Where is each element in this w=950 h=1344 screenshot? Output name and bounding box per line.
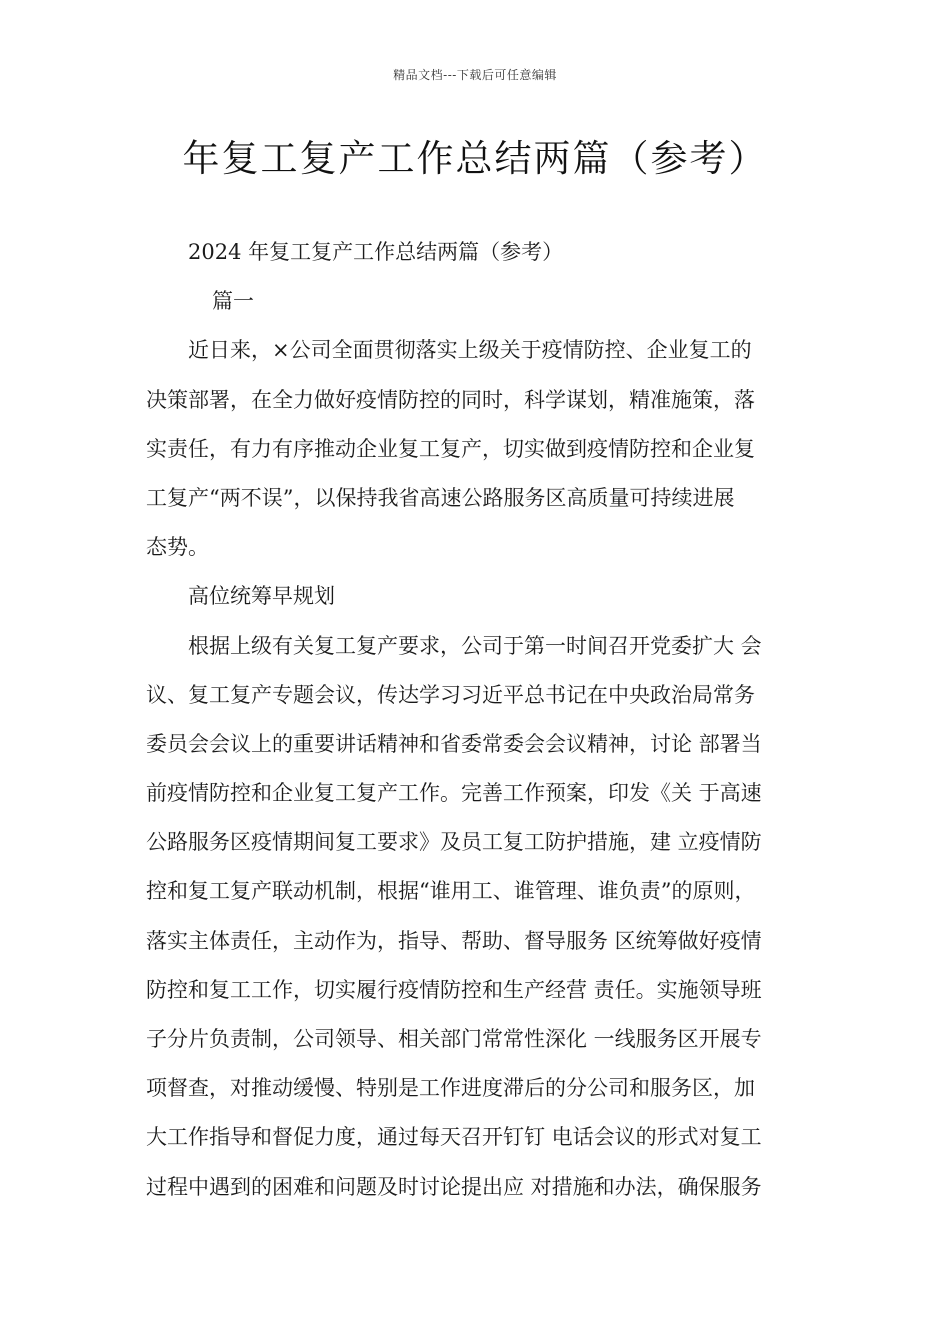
text-line: 落实主体责任，主动作为，指导、帮助、督导服务 区统筹做好疫情 — [146, 928, 762, 953]
text-line: 防控和复工工作，切实履行疫情防控和生产经营 责任。实施领导班 — [146, 977, 762, 1002]
text-line: 工复产“两不误”，以保持我省高速公路服务区高质量可持续进展 — [146, 485, 735, 510]
text-line: 公路服务区疫情期间复工要求》及员工复工防护措施，建 立疫情防 — [146, 830, 762, 855]
text-line: 议、复工复产专题会议，传达学习习近平总书记在中央政治局常务 — [146, 682, 755, 707]
page-header: 精品文档---下载后可任意编辑 — [393, 68, 557, 82]
text-line: 篇一 — [212, 289, 254, 314]
text-line: 实责任，有力有序推动企业复工复产，切实做到疫情防控和企业复 — [146, 436, 755, 461]
text-line: 过程中遇到的困难和问题及时讨论提出应 对措施和办法，确保服务 — [146, 1174, 762, 1199]
text-line: 高位统筹早规划 — [188, 584, 335, 609]
document-title: 年复工复产工作总结两篇（参考） — [182, 137, 768, 180]
text-line: 控和复工复产联动机制，根据“谁用工、谁管理、谁负责”的原则， — [146, 879, 756, 904]
text-line: 前疫情防控和企业复工复产工作。完善工作预案，印发《关 于高速 — [146, 781, 762, 806]
text-line: 决策部署，在全力做好疫情防控的同时，科学谋划，精准施策，落 — [146, 387, 755, 412]
text-line: 委员会会议上的重要讲话精神和省委常委会会议精神，讨论 部署当 — [146, 731, 762, 756]
text-line: 大工作指导和督促力度，通过每天召开钉钉 电话会议的形式对复工 — [146, 1125, 762, 1150]
text-line: 根据上级有关复工复产要求，公司于第一时间召开党委扩大 会 — [188, 633, 762, 658]
text-line: 近日来，×公司全面贯彻落实上级关于疫情防控、企业复工的 — [188, 338, 752, 363]
document-body — [146, 228, 818, 1212]
text-line: 态势。 — [146, 535, 209, 560]
text-line: 2024 年复工复产工作总结两篇（参考） — [188, 240, 564, 264]
text-line: 项督查，对推动缓慢、特别是工作进度滞后的分公司和服务区，加 — [146, 1076, 755, 1101]
text-line: 子分片负责制，公司领导、相关部门常常性深化 一线服务区开展专 — [146, 1027, 762, 1051]
